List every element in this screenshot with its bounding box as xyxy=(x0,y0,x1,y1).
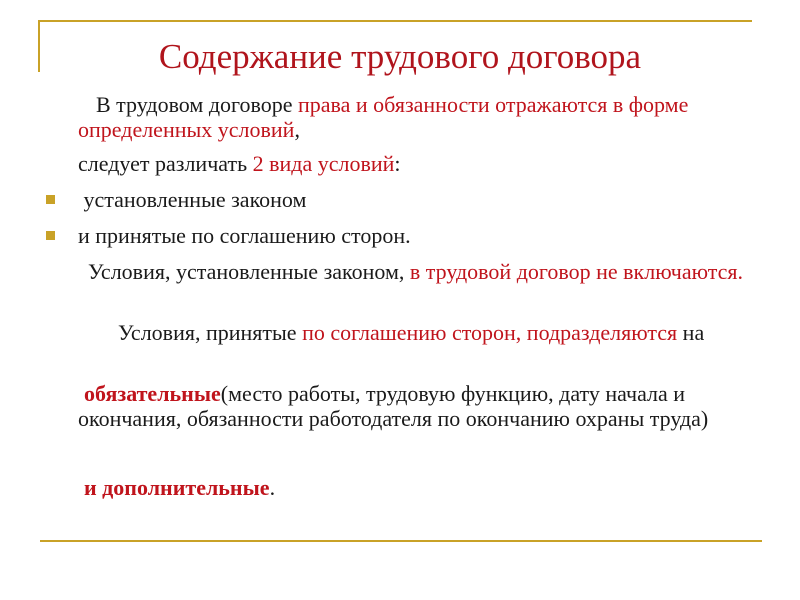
agreement-tail: на xyxy=(677,320,705,345)
types-text: следует различать xyxy=(78,151,253,176)
bullet-marker xyxy=(46,195,55,204)
paragraph-agreement-conditions xyxy=(78,320,758,345)
intro-punct: , xyxy=(294,117,300,142)
paragraph-mandatory xyxy=(78,381,758,431)
intro-highlight: права и обязанности отражаются в форме определенных условий xyxy=(78,92,689,142)
bullet-item-1: установленные законом xyxy=(78,187,307,212)
agreement-text: Условия, принятые xyxy=(118,320,303,345)
slide-title: Содержание трудового договора xyxy=(158,37,642,76)
paragraph-additional xyxy=(78,475,758,500)
mandatory-term: обязательные xyxy=(84,381,221,406)
mandatory-details: (место работы, трудовую функцию, дату начала и окончания, обязанности работодателя по окончанию охраны труда) xyxy=(78,381,709,431)
paragraph-intro xyxy=(78,92,758,142)
law-text: Условия, установленные законом, xyxy=(88,259,410,284)
types-highlight: 2 вида условий xyxy=(252,151,395,176)
law-highlight: в трудовой договор не включаются. xyxy=(409,259,744,284)
intro-text: В трудовом договоре xyxy=(96,92,298,117)
additional-punct: . xyxy=(269,475,276,500)
agreement-highlight: по соглашению сторон, подразделяются xyxy=(302,320,678,345)
bottom-rule xyxy=(40,540,762,542)
paragraph-types xyxy=(78,151,758,176)
top-rule xyxy=(38,20,752,22)
types-punct: : xyxy=(394,151,401,176)
additional-term: и дополнительные xyxy=(84,475,270,500)
paragraph-law-conditions xyxy=(78,259,758,284)
bullet-item-2: и принятые по соглашению сторон. xyxy=(78,223,411,248)
bullet-marker xyxy=(46,231,55,240)
